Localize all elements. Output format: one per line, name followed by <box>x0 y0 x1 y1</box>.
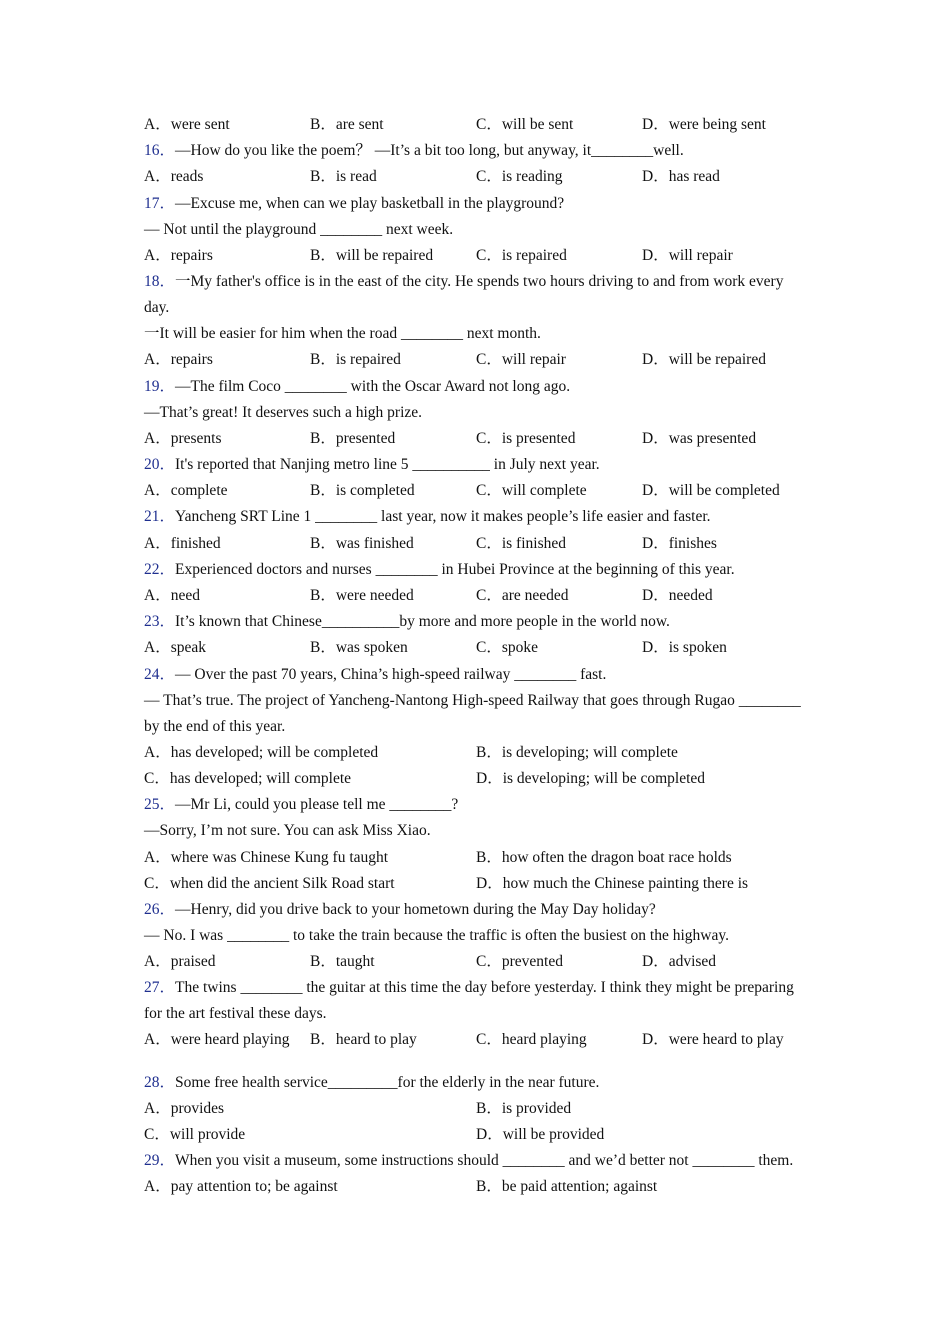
q25-text2: —Sorry, I’m not sure. You can ask Miss Xiao. <box>144 822 431 840</box>
q27-stem <box>144 975 810 1027</box>
q19-number: 19． <box>144 377 176 395</box>
q21-text: Yancheng SRT Line 1 ________ last year, now it makes people’s life easier and faster. <box>175 508 711 526</box>
q25-option-c[interactable]: C．when did the ancient Silk Road start <box>144 874 395 892</box>
q19-option-a[interactable]: A．presents <box>144 429 222 447</box>
q25-options-row2 <box>144 871 810 897</box>
q27-option-c[interactable]: C．heard playing <box>476 1031 587 1049</box>
q16-number: 16． <box>144 142 176 160</box>
q24-options-row1 <box>144 740 810 766</box>
q20-text: It's reported that Nanjing metro line 5 __________ in July next year. <box>175 456 600 474</box>
q26-options <box>144 949 810 975</box>
q19-stem <box>144 374 810 400</box>
q25-stem <box>144 792 810 818</box>
q21-option-a[interactable]: A．finished <box>144 534 221 552</box>
q27-option-d[interactable]: D．were heard to play <box>642 1031 784 1049</box>
q25-option-b[interactable]: B．how often the dragon boat race holds <box>476 848 732 866</box>
q18-option-b[interactable]: B．is repaired <box>310 351 401 369</box>
q26-option-b[interactable]: B．taught <box>310 953 375 971</box>
q24-option-b[interactable]: B．is developing; will complete <box>476 743 678 761</box>
q21-option-b[interactable]: B．was finished <box>310 534 414 552</box>
q17-option-c[interactable]: C．is repaired <box>476 246 567 264</box>
q26-option-a[interactable]: A．praised <box>144 953 216 971</box>
q20-option-b[interactable]: B．is completed <box>310 482 415 500</box>
q18-option-d[interactable]: D．will be repaired <box>642 351 766 369</box>
q17-option-a[interactable]: A．repairs <box>144 246 213 264</box>
q25-option-d[interactable]: D．how much the Chinese painting there is <box>476 874 749 892</box>
q17-text2: — Not until the playground ________ next week. <box>144 220 454 238</box>
q21-option-c[interactable]: C．is finished <box>476 534 566 552</box>
q23-stem <box>144 609 810 635</box>
q24-stem <box>144 662 810 688</box>
q15-option-a[interactable]: A．were sent <box>144 116 230 133</box>
q21-options <box>144 531 810 557</box>
q28-option-d[interactable]: D．will be provided <box>476 1126 605 1143</box>
q17-number: 17． <box>144 194 176 212</box>
section-spacer <box>144 1054 810 1070</box>
q19-option-b[interactable]: B．presented <box>310 429 396 447</box>
q23-options <box>144 635 810 661</box>
q25-options-row1 <box>144 845 810 871</box>
q23-text: It’s known that Chinese__________by more and more people in the world now. <box>175 613 670 631</box>
q22-option-c[interactable]: C．are needed <box>476 587 569 604</box>
q29-option-a[interactable]: A．pay attention to; be against <box>144 1178 338 1196</box>
q16-stem <box>144 138 810 164</box>
q15-option-b[interactable]: B．are sent <box>310 116 384 133</box>
q23-option-c[interactable]: C．spoke <box>476 639 539 657</box>
q22-number: 22． <box>144 560 176 578</box>
q26-text2: — No. I was ________ to take the train because the traffic is often the busiest on the highway. <box>144 927 729 945</box>
q15-option-d[interactable]: D．were being sent <box>642 116 766 133</box>
q20-number: 20． <box>144 456 176 474</box>
q22-options <box>144 583 810 609</box>
q26-number: 26． <box>144 900 176 918</box>
q22-option-a[interactable]: A．need <box>144 587 200 604</box>
q25-text1: —Mr Li, could you please tell me ________? <box>175 796 459 814</box>
q17-option-b[interactable]: B．will be repaired <box>310 246 434 264</box>
q29-options-row1 <box>144 1174 810 1200</box>
q18-option-c[interactable]: C．will repair <box>476 351 566 369</box>
q27-option-b[interactable]: B．heard to play <box>310 1031 417 1049</box>
q17-options <box>144 243 810 269</box>
q26-option-c[interactable]: C．prevented <box>476 953 563 971</box>
q29-option-b[interactable]: B．be paid attention; against <box>476 1178 658 1196</box>
q22-stem <box>144 557 810 583</box>
q28-option-a[interactable]: A．provides <box>144 1099 225 1117</box>
q25-option-a[interactable]: A．where was Chinese Kung fu taught <box>144 848 389 866</box>
q26-text1: —Henry, did you drive back to your hometown during the May Day holiday? <box>175 900 656 918</box>
q28-number: 28． <box>144 1073 176 1091</box>
q24-option-c[interactable]: C．has developed; will complete <box>144 769 352 787</box>
q17-stem <box>144 191 810 217</box>
q26-stem <box>144 897 810 923</box>
q21-option-d[interactable]: D．finishes <box>642 534 717 552</box>
q27-options <box>144 1027 810 1053</box>
q29-text: When you visit a museum, some instructions should ________ and we’d better not ________ them. <box>175 1152 794 1170</box>
q22-option-b[interactable]: B．were needed <box>310 587 414 604</box>
q16-text: —How do you like the poem？ —It’s a bit too long, but anyway, it________well. <box>175 142 684 160</box>
q24-options-row2 <box>144 766 810 792</box>
q22-text: Experienced doctors and nurses ________ in Hubei Province at the beginning of this year. <box>175 560 735 578</box>
q15-options <box>144 112 810 138</box>
q18-options <box>144 347 810 373</box>
q18-number: 18． <box>144 273 176 291</box>
q20-options <box>144 478 810 504</box>
q16-option-c[interactable]: C．is reading <box>476 168 563 186</box>
q18-stem <box>144 269 810 321</box>
question-page <box>144 112 810 1200</box>
q23-option-a[interactable]: A．speak <box>144 639 206 657</box>
q23-number: 23． <box>144 613 176 631</box>
q24-text2: — That’s true. The project of Yancheng-Nantong High-speed Railway that goes through Rugao ________ by the end of this year. <box>144 691 801 735</box>
q24-option-a[interactable]: A．has developed; will be completed <box>144 743 379 761</box>
q29-stem <box>144 1148 810 1174</box>
q20-option-a[interactable]: A．complete <box>144 482 228 500</box>
q19-option-d[interactable]: D．was presented <box>642 429 757 447</box>
q17-text1: —Excuse me, when can we play basketball in the playground? <box>175 194 565 212</box>
q24-option-d[interactable]: D．is developing; will be completed <box>476 769 706 787</box>
q15-option-c[interactable]: C．will be sent <box>476 116 574 133</box>
q26-option-d[interactable]: D．advised <box>642 953 717 971</box>
q20-option-c[interactable]: C．will complete <box>476 482 587 500</box>
q27-text: The twins ________ the guitar at this time the day before yesterday. I think they might be preparing for the art festival these days. <box>144 979 794 1023</box>
q28-stem <box>144 1070 810 1096</box>
q18-text2: 一It will be easier for him when the road ________ next month. <box>144 325 541 343</box>
q20-stem <box>144 452 810 478</box>
q16-option-a[interactable]: A．reads <box>144 168 204 186</box>
q18-option-a[interactable]: A．repairs <box>144 351 213 369</box>
q24-text1: — Over the past 70 years, China’s high-speed railway ________ fast. <box>175 665 607 683</box>
q18-text1: 一My father's office is in the east of the city. He spends two hours driving to and from work every day. <box>144 273 784 317</box>
q24-number: 24． <box>144 665 176 683</box>
q23-option-d[interactable]: D．is spoken <box>642 639 727 657</box>
q20-option-d[interactable]: D．will be completed <box>642 482 780 500</box>
q19-text1: —The film Coco ________ with the Oscar Award not long ago. <box>175 377 571 395</box>
q28-option-c[interactable]: C．will provide <box>144 1126 246 1143</box>
q21-number: 21． <box>144 508 176 526</box>
q23-option-b[interactable]: B．was spoken <box>310 639 408 657</box>
q28-option-b[interactable]: B．is provided <box>476 1099 572 1117</box>
q21-stem <box>144 504 810 530</box>
q27-option-a[interactable]: A．were heard playing <box>144 1031 290 1049</box>
q27-number: 27． <box>144 979 176 997</box>
q19-options <box>144 426 810 452</box>
q25-number: 25． <box>144 796 176 814</box>
q19-text2: —That’s great! It deserves such a high prize. <box>144 403 423 421</box>
q28-text: Some free health service_________for the elderly in the near future. <box>175 1073 600 1091</box>
q17-option-d[interactable]: D．will repair <box>642 246 733 264</box>
q29-number: 29． <box>144 1152 176 1170</box>
q16-option-b[interactable]: B．is read <box>310 168 377 186</box>
q28-options-row1 <box>144 1096 810 1122</box>
q16-option-d[interactable]: D．has read <box>642 168 720 186</box>
q16-options <box>144 164 810 190</box>
q28-options-row2 <box>144 1122 810 1148</box>
q22-option-d[interactable]: D．needed <box>642 587 713 604</box>
q19-option-c[interactable]: C．is presented <box>476 429 576 447</box>
